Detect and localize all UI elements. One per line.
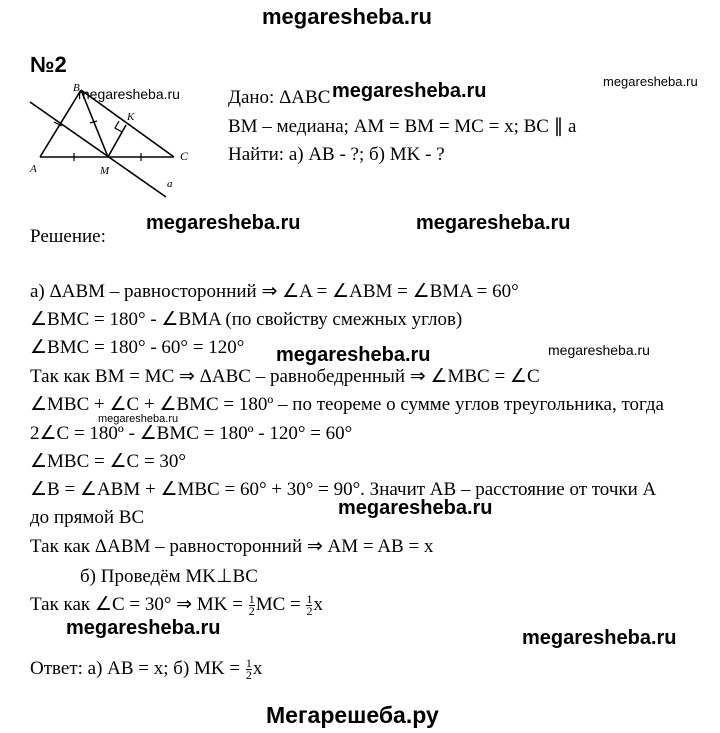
watermark-bottom-left: megaresheba.ru (66, 617, 221, 639)
watermark-line-2c: megaresheba.ru (98, 413, 179, 425)
answer-line (30, 658, 262, 681)
watermark-solution-a: megaresheba.ru (146, 212, 301, 234)
label-b: B (73, 82, 80, 94)
solution-line-2: ∠BMC = 180° - ∠BMA (по свойству смежных углов) (30, 309, 463, 330)
line-a (30, 102, 166, 197)
solution-line-3: ∠BMC = 180° - 60° = 120° (30, 337, 245, 358)
label-c: C (180, 149, 189, 163)
fraction-2 (306, 594, 312, 617)
right-angle-mark (115, 121, 122, 132)
solution-line-9: до прямой BC (30, 507, 145, 528)
watermark-given: megaresheba.ru (332, 80, 487, 102)
solution-line-7: ∠MBC = ∠C = 30° (30, 451, 187, 472)
solution-line-8: ∠B = ∠ABM + ∠MBC = 60° + 30° = 90°. Значит AB – расстояние от точки A (30, 479, 657, 500)
label-k: K (127, 111, 135, 123)
watermark-bottom-right: megaresheba.ru (522, 627, 677, 649)
solution-line-6: 2∠C = 180º - ∠BMC = 180º - 120° = 60° (30, 423, 353, 444)
solution-line-5: ∠MBC + ∠C + ∠BMC = 180º – по теореме о сумме углов треугольника, тогда (30, 394, 664, 415)
fraction-1 (249, 594, 255, 617)
answer-fraction (246, 658, 252, 681)
solution-line-4: Так как BM = MC ⇒ ΔABC – равнобедренный ⇒ ∠MBC = ∠C (30, 366, 540, 387)
watermark-figure: megaresheba.ru (78, 86, 180, 102)
answer-fraction-denominator: 2 (245, 668, 252, 683)
solution-line-1: а) ΔABM – равносторонний ⇒ ∠A = ∠ABM = ∠BMA = 60° (30, 281, 519, 302)
label-a-point: A (30, 163, 37, 175)
answer-fraction-numerator: 1 (245, 656, 252, 671)
watermark-mid-1: megaresheba.ru (276, 344, 431, 366)
fraction-2-denominator: 2 (306, 604, 313, 619)
label-m: M (100, 165, 110, 177)
problem-number: №2 (30, 52, 67, 77)
fraction-1-numerator: 1 (248, 592, 255, 607)
solution-line-mk (30, 594, 323, 617)
fraction-2-numerator: 1 (306, 592, 313, 607)
given-line-2: BM – медиана; AM = BM = MC = x; BC ∥ a (228, 116, 577, 137)
watermark-top: megaresheba.ru (262, 4, 432, 29)
fraction-1-denominator: 2 (248, 604, 255, 619)
answer-suffix: x (252, 658, 263, 679)
mk-suffix: x (313, 594, 323, 615)
solution-heading: Решение: (30, 226, 106, 247)
watermark-corner: megaresheba.ru (603, 74, 698, 89)
watermark-solution-b: megaresheba.ru (416, 212, 571, 234)
solution-line-11: б) Проведём MK⊥BC (80, 566, 258, 587)
mk-middle: MC = (255, 594, 306, 615)
watermark-mid-2: megaresheba.ru (548, 342, 650, 358)
answer-prefix: Ответ: а) AB = x; б) MK = (30, 658, 245, 679)
mk-prefix: Так как ∠C = 30° ⇒ MK = (30, 594, 248, 615)
label-line-a: a (167, 178, 173, 190)
solution-line-10: Так как ΔABM – равносторонний ⇒ AM = AB = x (30, 536, 434, 557)
given-line-3: Найти: а) AB - ?; б) MK - ? (228, 144, 445, 165)
given-line-1: Дано: ΔABC (228, 87, 331, 108)
watermark-after-b: megaresheba.ru (338, 497, 493, 519)
footer-watermark: Мегарешеба.ру (266, 702, 439, 728)
